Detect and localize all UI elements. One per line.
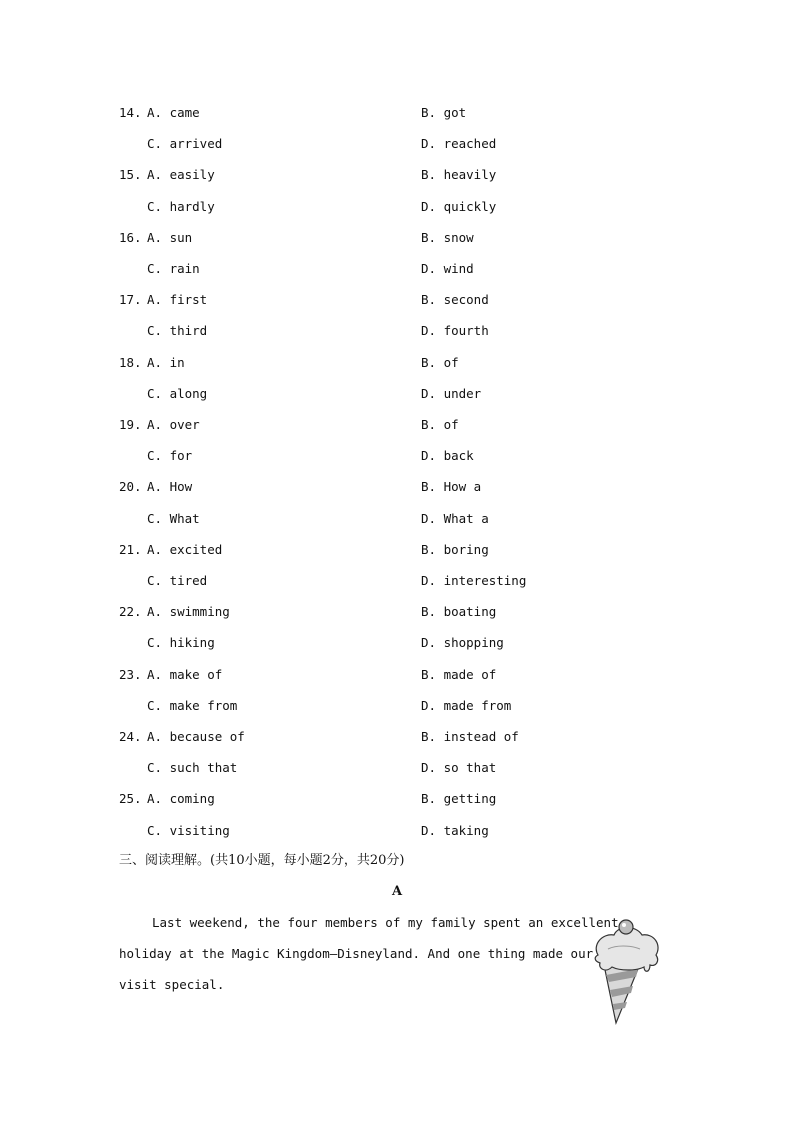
question-row <box>0 228 794 248</box>
option-c: C. tired <box>147 573 208 588</box>
question-row <box>0 602 794 622</box>
question-row <box>0 290 794 310</box>
question-number: 15. <box>119 167 142 183</box>
question-number: 21. <box>119 541 142 557</box>
option-d: D. shopping <box>421 635 504 651</box>
option-a: A. first <box>147 292 208 308</box>
option-b: B. boating <box>421 604 497 620</box>
option-d: D. reached <box>421 136 497 152</box>
option-b: B. of <box>421 417 459 432</box>
option-a: A. coming <box>147 791 215 807</box>
option-b: B. of <box>421 354 459 370</box>
question-row-options <box>0 446 794 466</box>
question-row-options <box>0 509 794 529</box>
question-row <box>0 477 794 497</box>
option-b: B. instead of <box>421 729 519 744</box>
option-d: D. made from <box>421 697 512 713</box>
option-a: A. sun <box>147 229 193 245</box>
question-row <box>0 165 794 185</box>
option-d: D. so that <box>421 760 497 776</box>
question-row <box>0 103 794 123</box>
option-a: A. excited <box>147 541 223 557</box>
option-a: A. easily <box>147 167 215 183</box>
passage-line: holiday at the Magic Kingdom—Disneyland. And one thing made our <box>119 946 594 961</box>
option-a: A. over <box>147 417 200 432</box>
question-row <box>0 353 794 373</box>
question-row <box>0 727 794 747</box>
option-b: B. How a <box>421 479 482 495</box>
option-c: C. third <box>147 323 208 339</box>
question-row-options <box>0 758 794 778</box>
ice-cream-cone-icon <box>590 915 670 1027</box>
question-row <box>0 540 794 560</box>
option-b: B. snow <box>421 229 474 245</box>
option-c: C. along <box>147 385 208 401</box>
option-c: C. such that <box>147 760 238 776</box>
question-number: 14. <box>119 105 142 120</box>
option-d: D. What a <box>421 510 489 526</box>
option-a: A. came <box>147 105 200 120</box>
option-b: B. got <box>421 105 467 120</box>
option-d: D. wind <box>421 261 474 276</box>
question-row-options <box>0 134 794 154</box>
question-number: 24. <box>119 729 142 744</box>
passage-line: Last weekend, the four members of my family spent an excellent <box>152 915 619 930</box>
option-b: B. boring <box>421 541 489 557</box>
option-d: D. quickly <box>421 198 497 214</box>
option-b: B. heavily <box>421 167 497 183</box>
question-number: 25. <box>119 791 142 807</box>
option-b: B. second <box>421 292 489 308</box>
option-d: D. under <box>421 385 482 401</box>
option-d: D. fourth <box>421 323 489 339</box>
question-row <box>0 789 794 809</box>
option-a: A. because of <box>147 729 245 744</box>
option-c: C. make from <box>147 697 238 713</box>
option-b: B. getting <box>421 791 497 807</box>
question-number: 16. <box>119 229 142 245</box>
option-c: C. rain <box>147 261 200 276</box>
option-c: C. hiking <box>147 635 215 651</box>
option-c: C. What <box>147 510 200 526</box>
question-number: 17. <box>119 292 142 308</box>
option-a: A. make of <box>147 666 223 682</box>
question-row-options <box>0 197 794 217</box>
question-row-options <box>0 321 794 341</box>
question-number: 20. <box>119 479 142 495</box>
question-row-options <box>0 384 794 404</box>
question-number: 23. <box>119 666 142 682</box>
passage-line: visit special. <box>119 977 225 992</box>
option-c: C. for <box>147 448 193 464</box>
question-row-options <box>0 571 794 591</box>
question-number: 18. <box>119 354 142 370</box>
option-a: A. in <box>147 354 185 370</box>
passage-title: A <box>391 884 403 899</box>
option-a: A. How <box>147 479 193 495</box>
question-row-options <box>0 633 794 653</box>
question-row <box>0 665 794 685</box>
question-row <box>0 415 794 435</box>
question-row-options <box>0 696 794 716</box>
option-c: C. arrived <box>147 136 223 152</box>
option-d: D. taking <box>421 822 489 838</box>
question-row-options <box>0 821 794 841</box>
option-a: A. swimming <box>147 604 230 620</box>
question-row-options <box>0 259 794 279</box>
option-d: D. back <box>421 448 474 464</box>
question-number: 22. <box>119 604 142 620</box>
option-c: C. visiting <box>147 822 230 838</box>
option-d: D. interesting <box>421 573 527 588</box>
option-b: B. made of <box>421 666 497 682</box>
option-c: C. hardly <box>147 198 215 214</box>
section-heading: 三、阅读理解。(共10小题，每小题2分，共20分) <box>119 853 405 868</box>
question-number: 19. <box>119 417 142 432</box>
